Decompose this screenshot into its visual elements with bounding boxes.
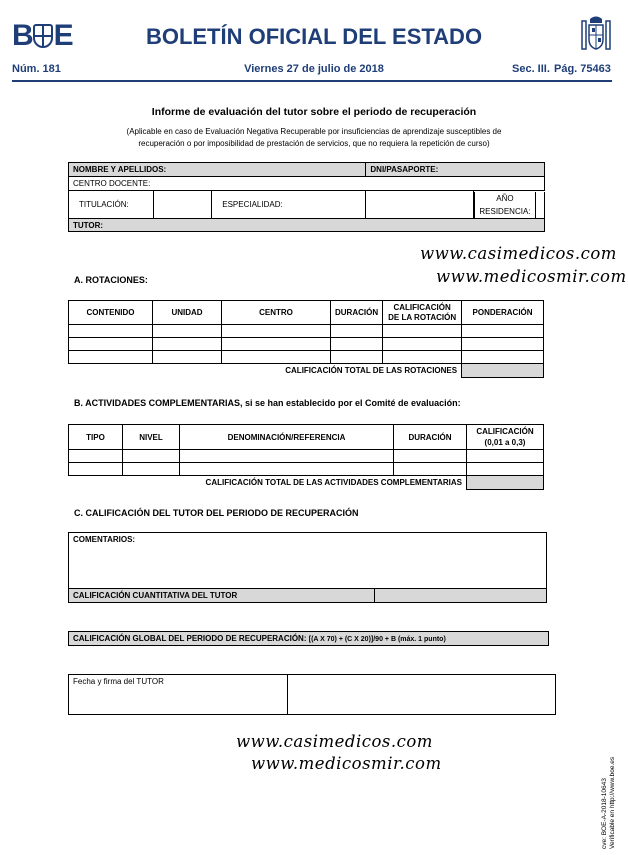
issue-number: Núm. 181 xyxy=(12,63,61,75)
watermark-line-3: www.casimedicos.com xyxy=(236,732,433,751)
year-value[interactable] xyxy=(535,192,544,218)
center-label: CENTRO DOCENTE: xyxy=(69,177,545,191)
year-cell xyxy=(474,192,544,218)
rot-header-contenido: CONTENIDO xyxy=(69,301,153,325)
titulacion-value[interactable] xyxy=(153,191,211,219)
report-title: Informe de evaluación del tutor sobre el periodo de recuperación xyxy=(151,106,477,118)
note-line-2: recuperación o por imposibilidad de prestación de servicios, que no requiera la repetición de curso) xyxy=(138,139,490,148)
year-label-2: RESIDENCIA: xyxy=(479,206,531,216)
rotations-heading: A. ROTACIONES: xyxy=(74,275,148,285)
table-row xyxy=(69,325,544,338)
especialidad-label: ESPECIALIDAD: xyxy=(212,191,366,219)
quant-grade-label: CALIFICACIÓN CUANTITATIVA DEL TUTOR xyxy=(69,589,375,603)
rot-header-duracion: DURACIÓN xyxy=(331,301,383,325)
rot-header-ponderacion: PONDERACIÓN xyxy=(462,301,544,325)
quant-grade-value[interactable] xyxy=(375,589,547,603)
activities-total-label: CALIFICACIÓN TOTAL DE LAS ACTIVIDADES COMPLEMENTARIAS xyxy=(205,478,462,488)
table-row xyxy=(69,351,544,364)
name-label: NOMBRE Y APELLIDOS: xyxy=(69,163,366,177)
comments-label: COMENTARIOS: xyxy=(73,535,136,544)
rotations-total-label: CALIFICACIÓN TOTAL DE LAS ROTACIONES xyxy=(285,366,458,376)
note-line-1: (Aplicable en caso de Evaluación Negativa Recuperable por insuficiencias de aprendizaje susceptibles de xyxy=(126,127,502,136)
rot-header-centro: CENTRO xyxy=(222,301,331,325)
activities-table xyxy=(68,424,544,490)
signature-table xyxy=(68,674,556,715)
page-title: BOLETÍN OFICIAL DEL ESTADO xyxy=(145,24,483,49)
watermark-line-4: www.medicosmir.com xyxy=(251,754,442,773)
act-header-duracion: DURACIÓN xyxy=(394,425,467,450)
act-header-nivel: NIVEL xyxy=(123,425,180,450)
watermark-line-2: www.medicosmir.com xyxy=(436,267,627,286)
dni-label: DNI/PASAPORTE: xyxy=(366,163,545,177)
section-label: Sec. III. xyxy=(512,63,550,75)
table-row xyxy=(69,338,544,351)
year-label-1: AÑO xyxy=(496,193,514,203)
act-header-denominacion: DENOMINACIÓN/REFERENCIA xyxy=(180,425,394,450)
act-header-calificacion-1: CALIFICACIÓN xyxy=(476,427,534,436)
act-header-calificacion-2: (0,01 a 0,3) xyxy=(484,438,526,447)
rot-header-calificacion: CALIFICACIÓN DE LA ROTACIÓN xyxy=(383,301,462,325)
report-note xyxy=(80,126,548,150)
year-label xyxy=(475,192,535,218)
tutor-label: TUTOR: xyxy=(69,219,545,232)
page-number: Pág. 75463 xyxy=(554,63,611,75)
watermark-line-1: www.casimedicos.com xyxy=(420,244,617,263)
verification-sidebar xyxy=(598,735,618,850)
issue-date: Viernes 27 de julio de 2018 xyxy=(244,63,384,75)
coat-of-arms-icon xyxy=(580,15,612,53)
tutor-grade-table xyxy=(68,532,547,603)
act-header-calificacion xyxy=(467,425,544,450)
global-grade-table xyxy=(68,631,549,646)
table-row xyxy=(69,450,544,463)
cve-text: cve: BOE-A-2018-10643 xyxy=(601,778,608,849)
titulacion-label: TITULACIÓN: xyxy=(69,191,154,219)
logo-letter-e: E xyxy=(53,19,72,52)
global-grade-cell[interactable] xyxy=(69,632,549,646)
rotations-total-value[interactable] xyxy=(462,364,544,378)
table-row xyxy=(69,463,544,476)
act-header-tipo: TIPO xyxy=(69,425,123,450)
rotations-table xyxy=(68,300,544,378)
signature-label: Fecha y firma del TUTOR xyxy=(69,675,288,715)
identification-table xyxy=(68,162,545,232)
rot-header-unidad: UNIDAD xyxy=(153,301,222,325)
activities-heading: B. ACTIVIDADES COMPLEMENTARIAS, si se han establecido por el Comité de evaluación: xyxy=(74,398,461,408)
comments-field[interactable] xyxy=(69,533,547,589)
verify-text: Verificable en http://www.boe.es xyxy=(609,756,616,849)
global-grade-formula: [(A X 70) + (C X 20)]/90 + B (máx. 1 punto) xyxy=(308,636,446,643)
global-grade-label: CALIFICACIÓN GLOBAL DEL PERIODO DE RECUPERACIÓN: xyxy=(73,634,307,643)
activities-total-value[interactable] xyxy=(467,476,544,490)
header-rule xyxy=(12,80,612,82)
tutor-grade-heading: C. CALIFICACIÓN DEL TUTOR DEL PERIODO DE RECUPERACIÓN xyxy=(74,508,359,518)
logo-letter-b: B xyxy=(12,19,32,52)
especialidad-value[interactable] xyxy=(366,191,474,219)
signature-field[interactable] xyxy=(288,675,556,715)
